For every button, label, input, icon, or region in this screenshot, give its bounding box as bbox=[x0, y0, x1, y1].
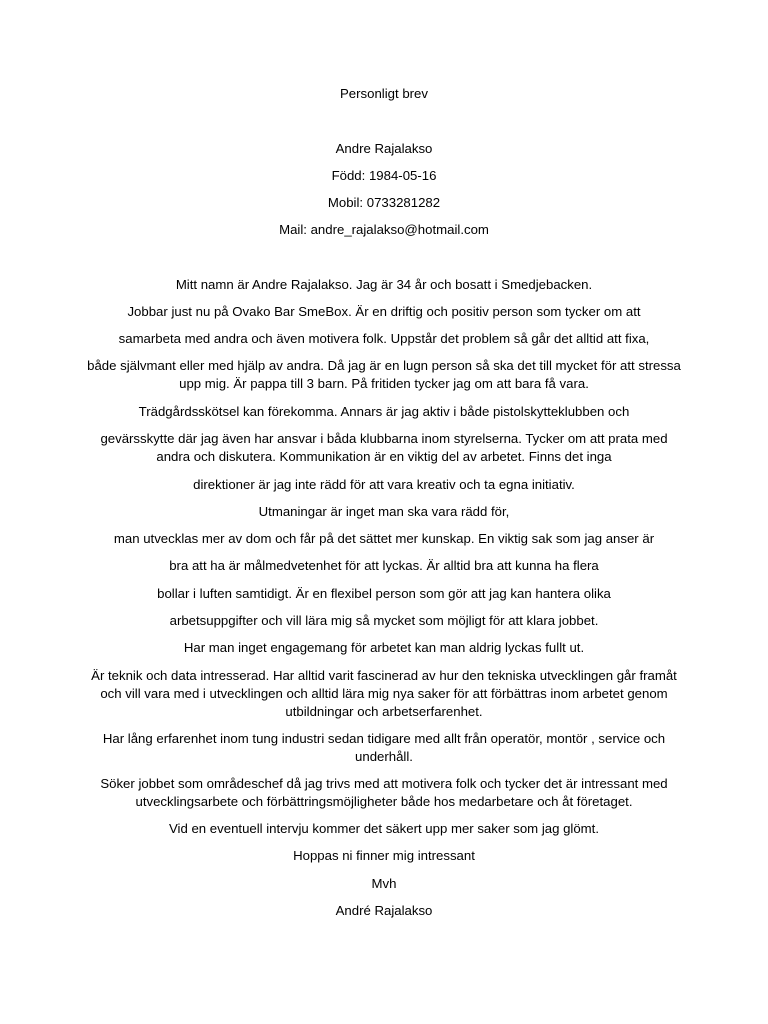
body-line: utbildningar och arbetserfarenhet. bbox=[285, 704, 483, 719]
letter-title: Personligt brev bbox=[340, 86, 428, 101]
body-line: samarbeta med andra och även motivera folk. Uppstår det problem så går det alltid att fixa, bbox=[118, 331, 650, 346]
contact-born: Född: 1984-05-16 bbox=[331, 168, 437, 183]
body-line: bra att ha är målmedvetenhet för att lyckas. Är alltid bra att kunna ha flera bbox=[169, 558, 599, 573]
body-line: Är teknik och data intresserad. Har alltid varit fascinerad av hur den tekniska utvecklingen går framåt bbox=[91, 668, 677, 683]
closing: Mvh bbox=[371, 876, 397, 891]
body-line: upp mig. Är pappa till 3 barn. På fritiden tycker jag om att bara få vara. bbox=[179, 376, 589, 391]
body-line: och vill vara med i utvecklingen och alltid lära mig nya saker för att förbättras inom arbetet genom bbox=[100, 686, 668, 701]
body-line: både självmant eller med hjälp av andra. Då jag är en lugn person så ska det till mycket för att stressa bbox=[87, 358, 681, 373]
body-line: direktioner är jag inte rädd för att vara kreativ och ta egna initiativ. bbox=[193, 477, 575, 492]
contact-mobile: Mobil: 0733281282 bbox=[327, 195, 441, 210]
body-line: Har man inget engagemang för arbetet kan man aldrig lyckas fullt ut. bbox=[183, 640, 585, 655]
body-line: Jobbar just nu på Ovako Bar SmeBox. Är en driftig och positiv person som tycker om att bbox=[127, 304, 641, 319]
body-line: Vid en eventuell intervju kommer det säkert upp mer saker som jag glömt. bbox=[168, 821, 599, 836]
body-line: man utvecklas mer av dom och får på det sättet mer kunskap. En viktig sak som jag anser är bbox=[113, 531, 655, 546]
body-line: arbetsuppgifter och vill lära mig så mycket som möjligt för att klara jobbet. bbox=[169, 613, 599, 628]
body-line: Mitt namn är Andre Rajalakso. Jag är 34 år och bosatt i Smedjebacken. bbox=[175, 277, 593, 292]
body-line: Har lång erfarenhet inom tung industri sedan tidigare med allt från operatör, montör , service och bbox=[102, 731, 666, 746]
body-line: andra och diskutera. Kommunikation är en viktig del av arbetet. Finns det inga bbox=[156, 449, 612, 464]
body-line: underhåll. bbox=[355, 749, 413, 764]
body-line: utvecklingsarbete och förbättringsmöjligheter både hos medarbetare och åt företaget. bbox=[135, 794, 633, 809]
body-line: Trädgårdsskötsel kan förekomma. Annars är jag aktiv i både pistolskytteklubben och bbox=[138, 404, 630, 419]
body-line: Hoppas ni finner mig intressant bbox=[293, 848, 475, 863]
body-line: Utmaningar är inget man ska vara rädd för, bbox=[258, 504, 510, 519]
contact-name: Andre Rajalakso bbox=[335, 141, 433, 156]
contact-mail: Mail: andre_rajalakso@hotmail.com bbox=[279, 222, 489, 237]
body-line: gevärsskytte där jag även har ansvar i båda klubbarna inom styrelserna. Tycker om att prata med bbox=[100, 431, 668, 446]
body-line: Söker jobbet som områdeschef då jag trivs med att motivera folk och tycker det är intressant med bbox=[100, 776, 668, 791]
body-line: bollar i luften samtidigt. Är en flexibel person som gör att jag kan hantera olika bbox=[157, 586, 611, 601]
signature: André Rajalakso bbox=[335, 903, 433, 918]
